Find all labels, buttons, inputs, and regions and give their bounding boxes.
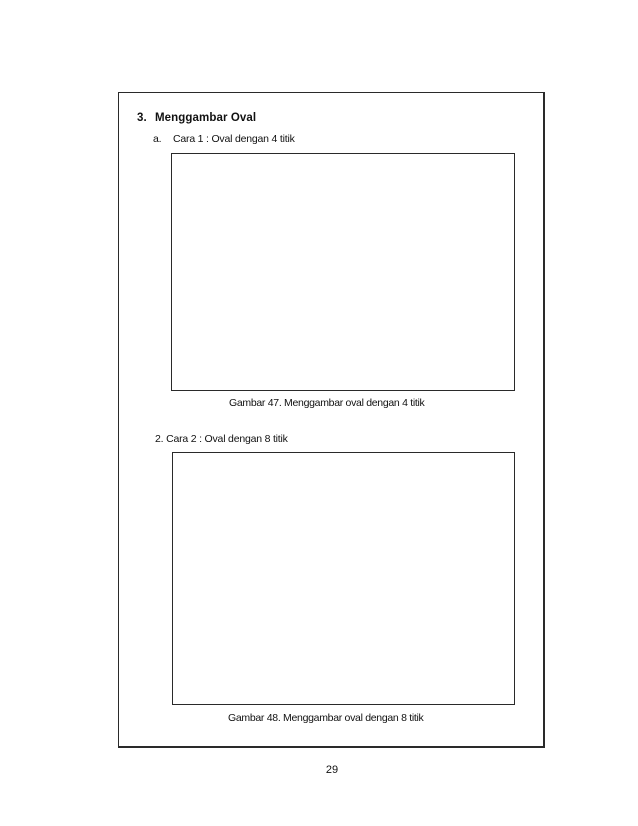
figure-47-caption: Gambar 47. Menggambar oval dengan 4 titik	[229, 397, 425, 409]
section-heading	[137, 112, 256, 124]
page-number: 29	[325, 764, 339, 776]
drawing-box-48	[172, 452, 515, 705]
subsection-a-letter: a.	[153, 133, 162, 145]
section-number: 3.	[137, 112, 147, 124]
subsection-a-heading	[153, 133, 295, 145]
subsection-a-label: Cara 1 : Oval dengan 4 titik	[173, 133, 295, 145]
subsection-b-heading: 2. Cara 2 : Oval dengan 8 titik	[155, 433, 288, 445]
drawing-box-47	[171, 153, 515, 391]
figure-48-caption: Gambar 48. Menggambar oval dengan 8 titik	[228, 712, 424, 724]
section-title: Menggambar Oval	[155, 112, 257, 124]
